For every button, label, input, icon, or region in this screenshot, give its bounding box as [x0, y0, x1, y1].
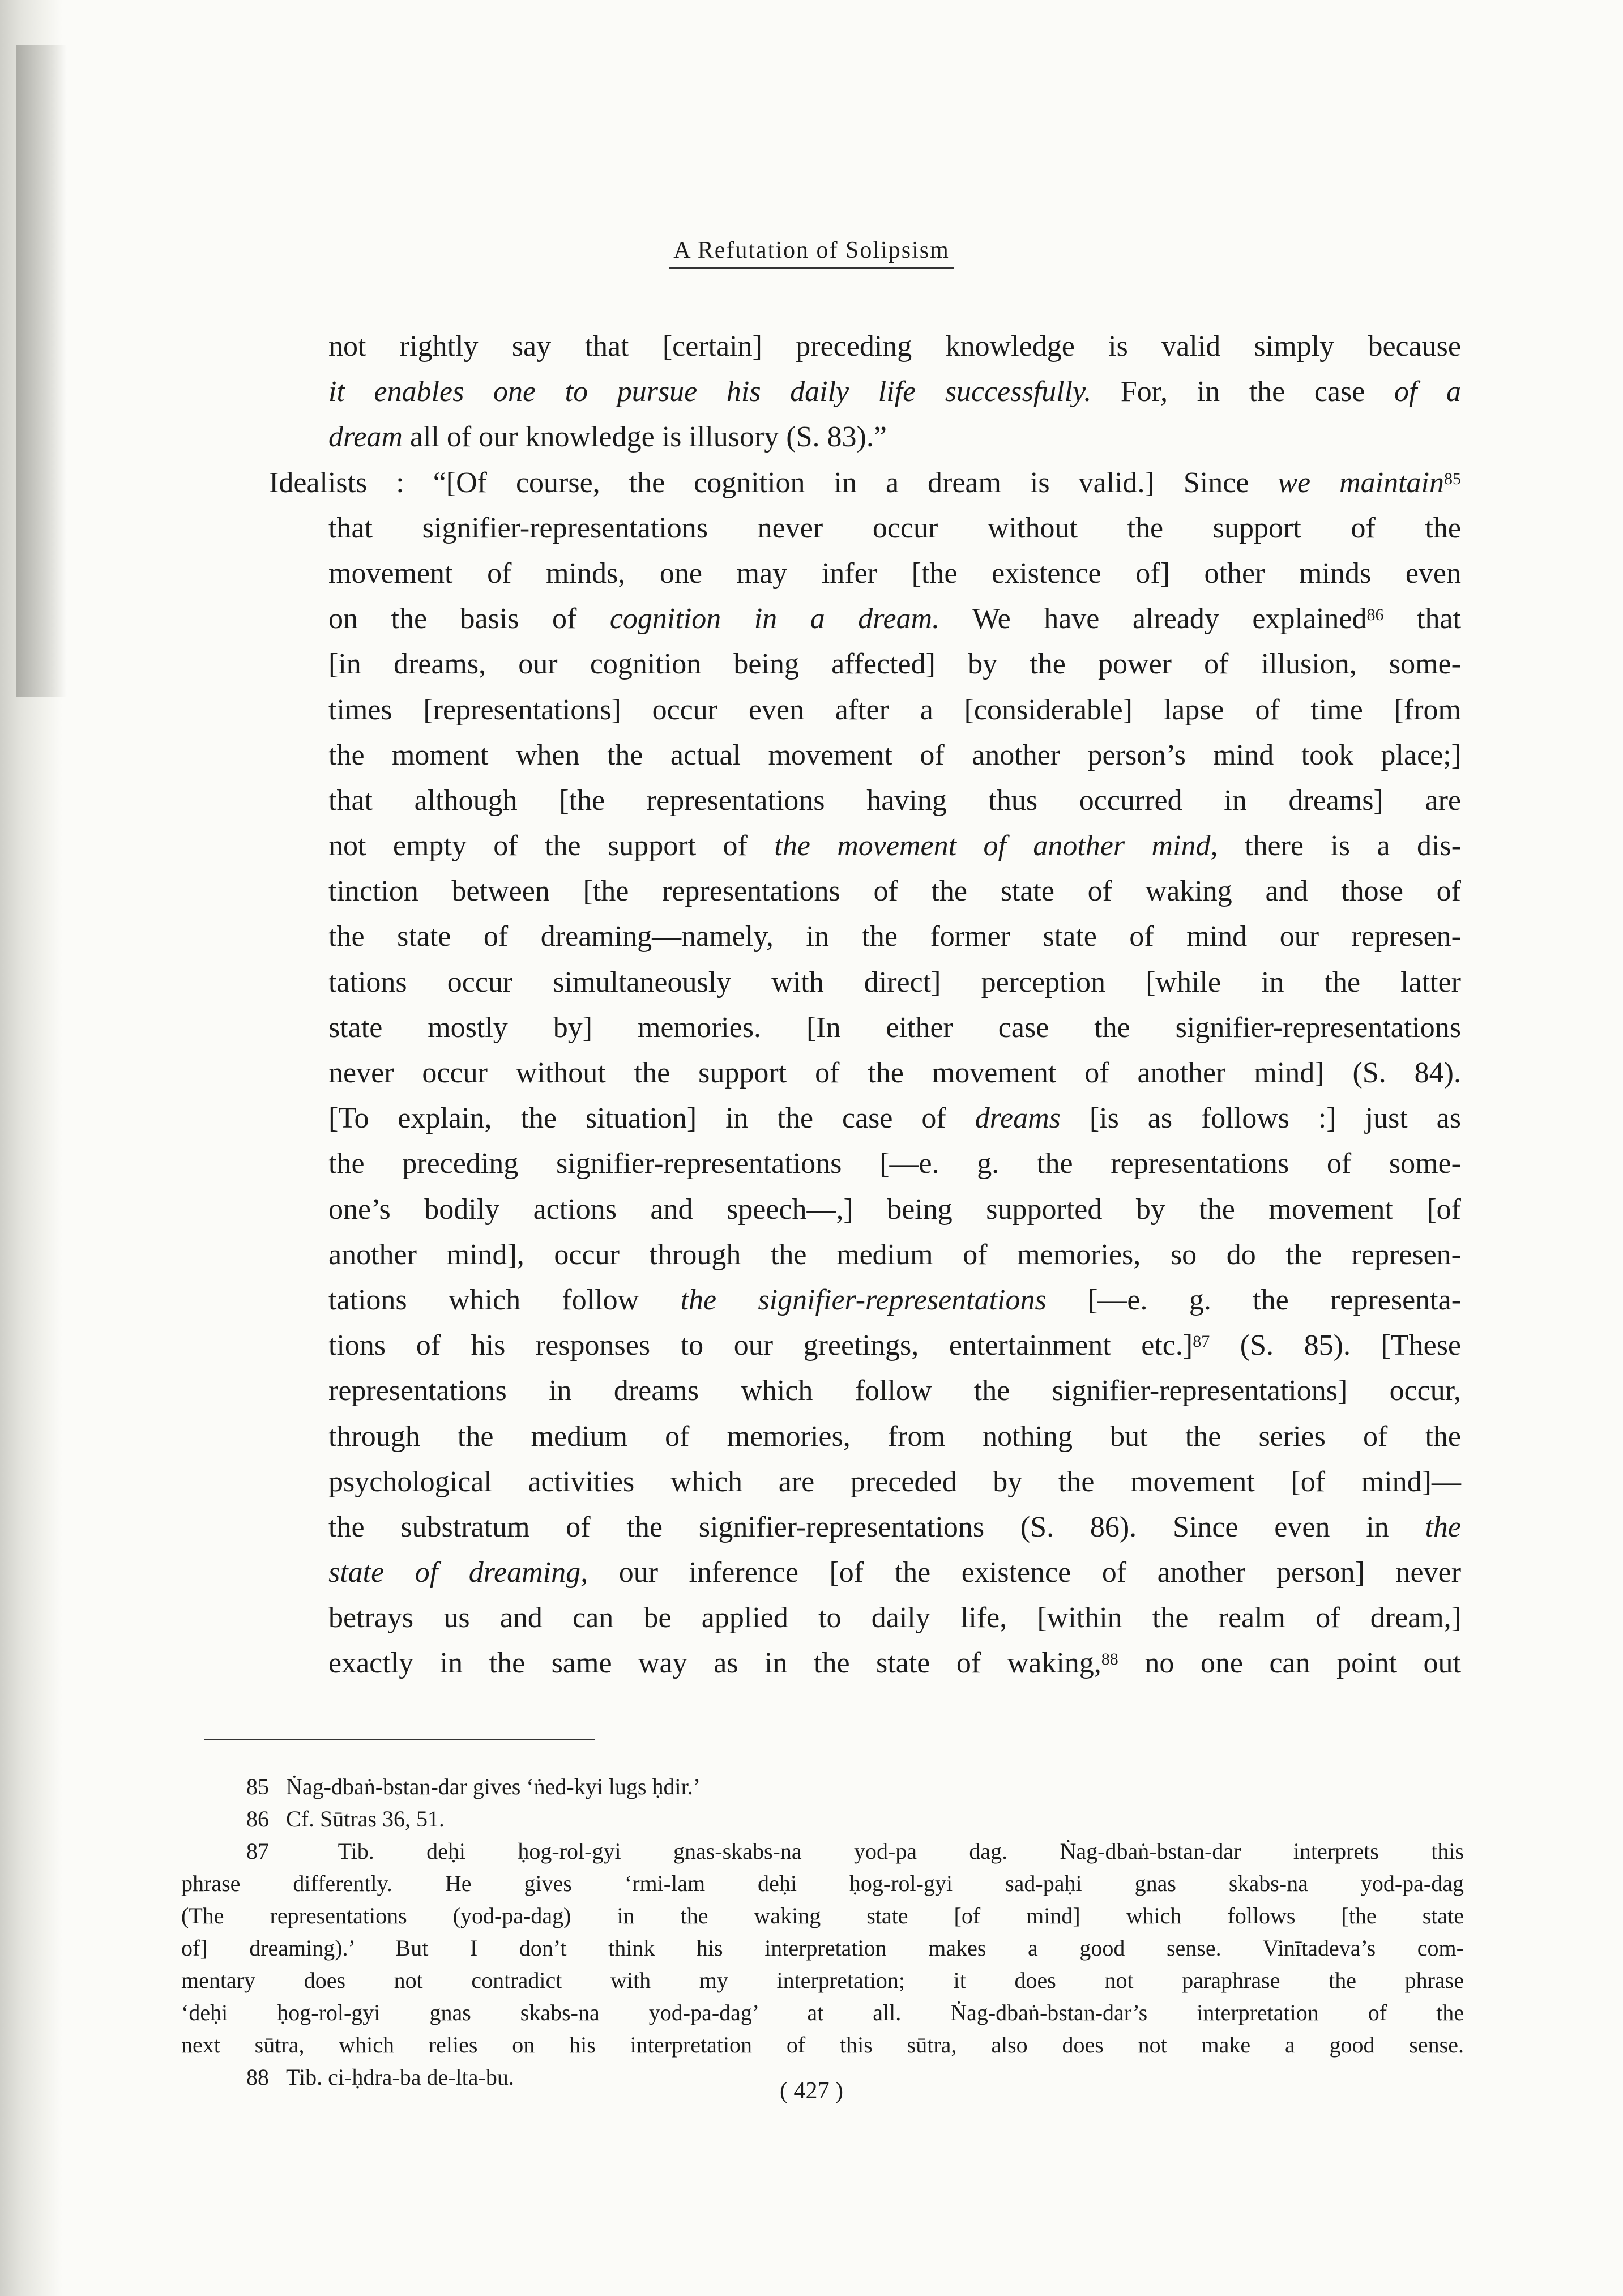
text-run: the moment when the actual movement of another person’s mind took place;]	[328, 739, 1461, 771]
footnote-87-line	[181, 2029, 1464, 2061]
footnote-text: mentary does not contradict with my interpretation; it does not paraphrase the phrase	[181, 1968, 1464, 1993]
text-run: times [representations] occur even after a [considerable] lapse of time [from	[328, 693, 1461, 726]
text-run: [To explain, the situation] in the case of	[328, 1102, 946, 1135]
footnote-text: Ṅag-dbaṅ-bstan-dar gives ‘ṅed-kyi lugs ḥdir.’	[286, 1774, 701, 1799]
text-run: the preceding signifier-representations [—e. g. the representations of some-	[328, 1147, 1461, 1180]
body-line	[328, 369, 1461, 415]
body-line	[328, 914, 1461, 959]
text-run: never occur without the support of the movement of another mind] (S. 84).	[328, 1057, 1461, 1089]
text-run: all of our knowledge is illusory (S. 83).”	[409, 421, 887, 454]
body-line	[328, 688, 1461, 733]
text-run: [in dreams, our cognition being affected] by the power of illusion, some-	[328, 648, 1461, 681]
page-number: ( 427 )	[780, 2078, 843, 2104]
text-run: no one can point out	[1144, 1647, 1461, 1680]
body-line	[328, 1278, 1461, 1323]
text-run: the substratum of the signifier-representations (S. 86). Since even in	[328, 1510, 1389, 1543]
body-line	[328, 778, 1461, 823]
text-run: there is a dis-	[1245, 830, 1462, 863]
body-line	[328, 1368, 1461, 1414]
footnote-87-line	[181, 1932, 1464, 1964]
footnote-85	[181, 1770, 1464, 1803]
text-run: For, in the case	[1120, 375, 1365, 408]
body-line	[328, 1414, 1461, 1459]
body-line	[328, 1005, 1461, 1051]
text-run: psychological activities which are preceded by the movement [of mind]—	[328, 1465, 1461, 1498]
footnote-marker: 88	[1101, 1650, 1118, 1669]
footnote-87-line	[181, 1867, 1464, 1900]
text-run: betrays us and can be applied to daily life, [within the realm of dream,]	[328, 1602, 1461, 1634]
text-run: representations in dreams which follow the signifier-representations] occur,	[328, 1375, 1461, 1407]
body-line	[328, 1187, 1461, 1232]
text-run: not rightly say that [certain] preceding knowledge is valid simply because	[328, 330, 1461, 362]
footnote-text: Cf. Sūtras 36, 51.	[286, 1806, 445, 1832]
body-line	[328, 1595, 1461, 1641]
footnote-87-line	[181, 1996, 1464, 2029]
emphasis-text: we maintain	[1278, 466, 1444, 499]
footnote-text: (The representations (yod-pa-dag) in the waking state [of mind] which follows [the state	[181, 1903, 1464, 1928]
text-run: “[Of course, the cognition in a dream is valid.] Since	[433, 466, 1249, 499]
body-line	[328, 1459, 1461, 1505]
emphasis-text: cognition in a dream.	[609, 603, 940, 635]
body-line	[328, 869, 1461, 914]
text-run: our inference [of the existence of another person] never	[618, 1556, 1462, 1589]
text-run: not empty of the support of	[328, 830, 748, 863]
text-run: on the basis of	[328, 603, 577, 635]
text-run: tations occur simultaneously with direct] perception [while in the latter	[328, 966, 1461, 998]
body-line	[328, 1550, 1461, 1595]
body-line	[328, 551, 1461, 596]
text-run: state mostly by] memories. [In either case the signifier-representations	[328, 1011, 1461, 1044]
running-header-title: A Refutation of Solipsism	[669, 237, 954, 269]
footnote-separator	[204, 1739, 595, 1740]
body-line	[328, 596, 1461, 642]
footnote-text: next sūtra, which relies on his interpretation of this sūtra, also does not make a good sense.	[181, 2032, 1464, 2058]
body-line	[328, 1051, 1461, 1096]
text-run: that although [the representations having thus occurred in dreams] are	[328, 784, 1461, 817]
text-run: tions of his responses to our greetings, entertainment etc.]	[328, 1329, 1193, 1362]
footnote-number: 87	[246, 1838, 269, 1864]
body-text	[269, 324, 1462, 1687]
speaker-label: Idealists :	[269, 466, 404, 499]
emphasis-text: of a	[1394, 375, 1461, 408]
footnote-number: 86	[246, 1806, 269, 1832]
text-run: [is as follows :] just as	[1089, 1102, 1461, 1135]
footnote-marker: 86	[1366, 605, 1384, 625]
body-line	[328, 1096, 1461, 1141]
footnote-87-line	[181, 1964, 1464, 1996]
text-run: movement of minds, one may infer [the existence of] other minds even	[328, 557, 1461, 590]
running-header	[0, 237, 1623, 269]
text-run: another mind], occur through the medium of memories, so do the represen-	[328, 1238, 1461, 1271]
footnote-87	[181, 1835, 1464, 1867]
body-line	[328, 506, 1461, 551]
body-line	[328, 642, 1461, 687]
footnote-text: Tib. ci-ḥdra-ba de-lta-bu.	[286, 2064, 514, 2090]
body-line	[269, 460, 1461, 506]
body-line	[328, 1141, 1461, 1187]
footnote-number: 88	[246, 2064, 269, 2090]
footnote-text: ‘deḥi ḥog-rol-gyi gnas skabs-na yod-pa-dag’ at all. Ṅag-dbaṅ-bstan-dar’s interpretation of the	[181, 2000, 1464, 2025]
emphasis-text: the movement of another mind,	[774, 830, 1218, 863]
body-line	[328, 733, 1461, 778]
footnote-86	[181, 1803, 1464, 1835]
text-run: (S. 85). [These	[1240, 1329, 1462, 1362]
text-run: exactly in the same way as in the state of waking,	[328, 1647, 1101, 1680]
footnote-number: 85	[246, 1774, 269, 1799]
text-run: one’s bodily actions and speech—,] being supported by the movement [of	[328, 1193, 1461, 1226]
emphasis-text: the signifier-representations	[680, 1283, 1047, 1316]
text-run: [—e. g. the representa-	[1088, 1283, 1462, 1316]
text-run: that	[1417, 603, 1461, 635]
emphasis-text: it enables one to pursue his daily life successfully.	[328, 375, 1092, 408]
body-line	[328, 1232, 1461, 1278]
body-line	[328, 324, 1461, 369]
body-line	[328, 1641, 1461, 1686]
text-run: that signifier-representations never occur without the support of the	[328, 511, 1461, 544]
text-run: the state of dreaming—namely, in the former state of mind our represen-	[328, 920, 1461, 953]
footnotes	[181, 1770, 1464, 2093]
text-run: tations which follow	[328, 1283, 639, 1316]
body-line	[328, 415, 1461, 460]
text-run: tinction between [the representations of the state of waking and those of	[328, 875, 1461, 908]
footnote-87-line	[181, 1900, 1464, 1932]
body-line	[328, 1505, 1461, 1550]
emphasis-text: dreams	[975, 1102, 1061, 1135]
emphasis-text: dream	[328, 421, 403, 454]
footnote-marker: 87	[1193, 1332, 1210, 1351]
footnote-marker: 85	[1444, 469, 1461, 488]
text-run: through the medium of memories, from nothing but the series of the	[328, 1420, 1461, 1453]
emphasis-text: the	[1425, 1510, 1462, 1543]
footnote-text: Tib. deḥi ḥog-rol-gyi gnas-skabs-na yod-pa dag. Ṅag-dbaṅ-bstan-dar interprets this	[338, 1838, 1464, 1864]
body-line	[328, 823, 1461, 869]
text-run: We have already explained	[972, 603, 1367, 635]
footnote-text: of] dreaming).’ But I don’t think his interpretation makes a good sense. Vinītadeva’s com-	[181, 1935, 1464, 1961]
emphasis-text: state of dreaming,	[328, 1556, 588, 1589]
body-line	[328, 960, 1461, 1005]
body-line	[328, 1323, 1461, 1368]
book-gutter-shadow	[16, 45, 67, 697]
footnote-text: phrase differently. He gives ‘rmi-lam deḥi ḥog-rol-gyi sad-paḥi gnas skabs-na yod-pa-dag	[181, 1871, 1464, 1896]
